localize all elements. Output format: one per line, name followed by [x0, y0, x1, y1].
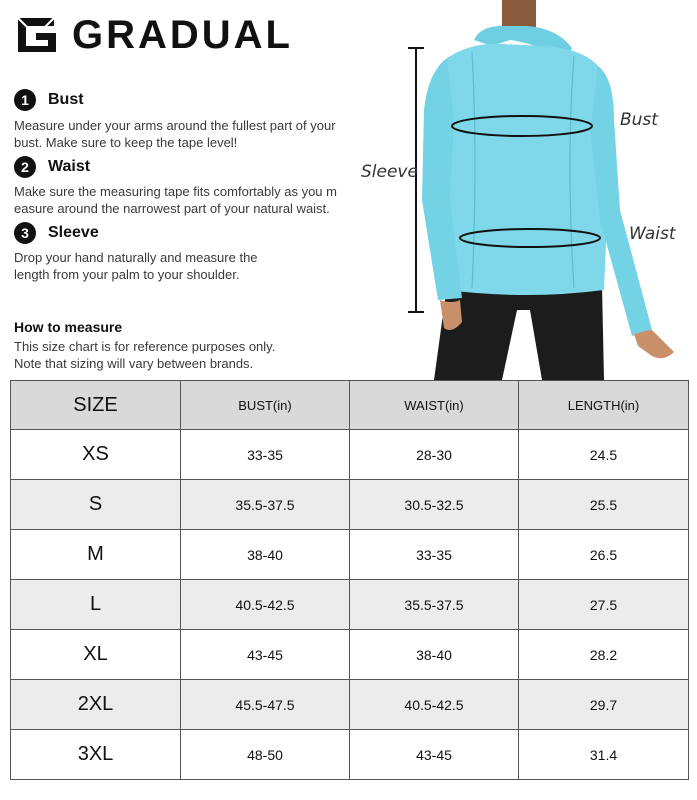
waist-cell: 33-35 [350, 530, 519, 580]
step-title: Sleeve [48, 224, 99, 241]
size-cell: 2XL [11, 680, 181, 730]
size-cell: M [11, 530, 181, 580]
step-waist [14, 156, 90, 178]
right-hand-shape [634, 330, 674, 358]
length-cell: 27.5 [519, 580, 689, 630]
length-cell: 25.5 [519, 480, 689, 530]
size-chart-table [10, 380, 689, 780]
size-cell: XS [11, 430, 181, 480]
model-figure [352, 0, 697, 380]
brand-name: GRADUAL [72, 13, 293, 57]
length-cell: 26.5 [519, 530, 689, 580]
bust-cell: 48-50 [181, 730, 350, 780]
neck-shape [502, 0, 536, 28]
how-to-measure-text [14, 338, 359, 372]
step-number-badge: 1 [14, 89, 36, 111]
step-sleeve [14, 222, 99, 244]
table-row [11, 530, 689, 580]
model-illustration [352, 0, 697, 380]
waist-cell: 35.5-37.5 [350, 580, 519, 630]
column-header-bust: BUST(in) [181, 381, 350, 430]
table-row [11, 630, 689, 680]
table-row [11, 480, 689, 530]
waist-cell: 28-30 [350, 430, 519, 480]
column-header-length: LENGTH(in) [519, 381, 689, 430]
table-row [11, 730, 689, 780]
step-bust [14, 89, 84, 111]
bust-label: Bust [620, 110, 658, 130]
length-cell: 31.4 [519, 730, 689, 780]
shirt-torso-shape [440, 44, 610, 295]
bust-cell: 45.5-47.5 [181, 680, 350, 730]
waist-cell: 38-40 [350, 630, 519, 680]
step-title: Bust [48, 91, 84, 108]
size-cell: 3XL [11, 730, 181, 780]
column-header-size: SIZE [11, 381, 181, 430]
how-to-measure-line: Note that sizing will vary between brands. [14, 356, 254, 371]
table-header-row [11, 381, 689, 430]
bust-cell: 38-40 [181, 530, 350, 580]
column-header-waist: WAIST(in) [350, 381, 519, 430]
length-cell: 29.7 [519, 680, 689, 730]
table-row [11, 580, 689, 630]
waist-cell: 30.5-32.5 [350, 480, 519, 530]
how-to-measure-title: How to measure [14, 319, 123, 335]
table-row [11, 430, 689, 480]
waist-cell: 43-45 [350, 730, 519, 780]
brand-header [14, 14, 293, 56]
step-title: Waist [48, 158, 91, 175]
how-to-measure-line: This size chart is for reference purposes only. [14, 339, 276, 354]
step-description: Drop your hand naturally and measure the length from your palm to your shoulder. [14, 250, 258, 282]
sleeve-label: Sleeve [361, 162, 418, 182]
step-description: Make sure the measuring tape fits comfortably as you m easure around the narrowest part of your natural waist. [14, 184, 337, 216]
step-description: Measure under your arms around the fullest part of your bust. Make sure to keep the tape level! [14, 118, 336, 150]
bust-cell: 33-35 [181, 430, 350, 480]
length-cell: 28.2 [519, 630, 689, 680]
step-number-badge: 2 [14, 156, 36, 178]
bust-cell: 40.5-42.5 [181, 580, 350, 630]
bust-cell: 43-45 [181, 630, 350, 680]
step-number-badge: 3 [14, 222, 36, 244]
table-row [11, 680, 689, 730]
leggings-shape [434, 285, 604, 380]
size-cell: XL [11, 630, 181, 680]
size-cell: S [11, 480, 181, 530]
size-cell: L [11, 580, 181, 630]
bust-cell: 35.5-37.5 [181, 480, 350, 530]
waist-label: Waist [629, 224, 676, 244]
gradual-g-logo-icon [14, 14, 60, 56]
waist-cell: 40.5-42.5 [350, 680, 519, 730]
length-cell: 24.5 [519, 430, 689, 480]
